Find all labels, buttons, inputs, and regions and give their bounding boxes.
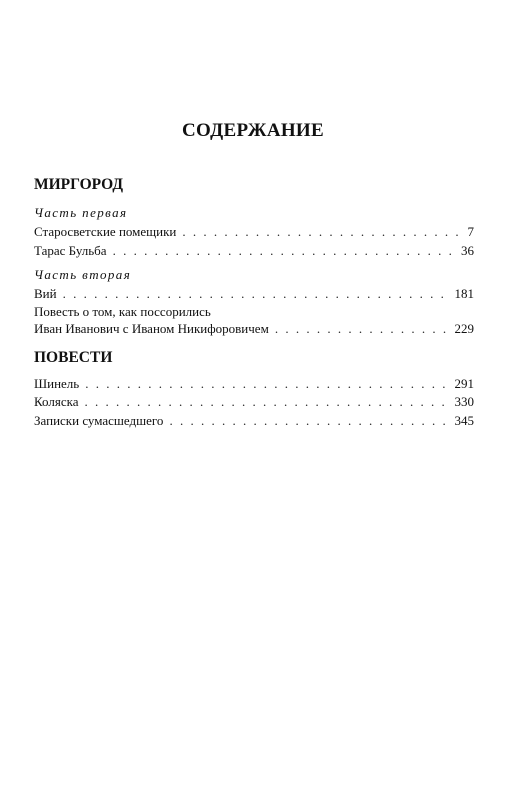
part-heading: Часть вторая [34, 267, 132, 283]
entry-page-number: 229 [454, 320, 474, 336]
entry-title: Шинель [34, 375, 80, 391]
dot-leader [275, 320, 449, 337]
toc-entry[interactable] [34, 223, 474, 242]
toc-entry-multiline[interactable] [34, 304, 474, 337]
toc-entry[interactable] [34, 412, 474, 431]
table-of-contents [34, 176, 474, 431]
entry-title: Коляска [34, 394, 79, 410]
page-title: СОДЕРЖАНИЕ [182, 120, 324, 141]
toc-entry[interactable] [34, 393, 474, 412]
entry-title: Вий [34, 286, 57, 302]
dot-leader [85, 375, 448, 394]
toc-entry[interactable] [34, 242, 474, 261]
entry-page-number: 7 [467, 224, 474, 239]
entry-title: Старосветские помещики [34, 224, 177, 239]
dot-leader [113, 242, 455, 261]
section-heading: ПОВЕСТИ [34, 348, 113, 366]
entry-title-line: Иван Иванович с Иваном Никифоровичем [34, 320, 269, 336]
entry-list [34, 375, 474, 431]
dot-leader [63, 285, 449, 304]
toc-entry[interactable] [34, 285, 474, 304]
dot-leader [84, 393, 448, 412]
entry-title-line: Повесть о том, как поссорились [34, 303, 211, 319]
entry-list [34, 223, 474, 260]
entry-page-number: 36 [461, 242, 474, 258]
part-heading: Часть первая [34, 205, 128, 220]
entry-title: Тарас Бульба [34, 242, 107, 258]
entry-page-number: 181 [454, 286, 474, 302]
entry-list [34, 285, 474, 337]
section-povesti [34, 349, 474, 431]
entry-page-number: 345 [454, 412, 474, 428]
entry-title: Записки сумасшедшего [34, 412, 164, 428]
dot-leader [169, 412, 448, 431]
toc-entry[interactable] [34, 375, 474, 394]
entry-page-number: 291 [454, 375, 474, 391]
section-mirgorod [34, 176, 474, 337]
section-heading: МИРГОРОД [34, 176, 124, 193]
entry-page-number: 330 [454, 394, 474, 410]
dot-leader [182, 223, 461, 242]
